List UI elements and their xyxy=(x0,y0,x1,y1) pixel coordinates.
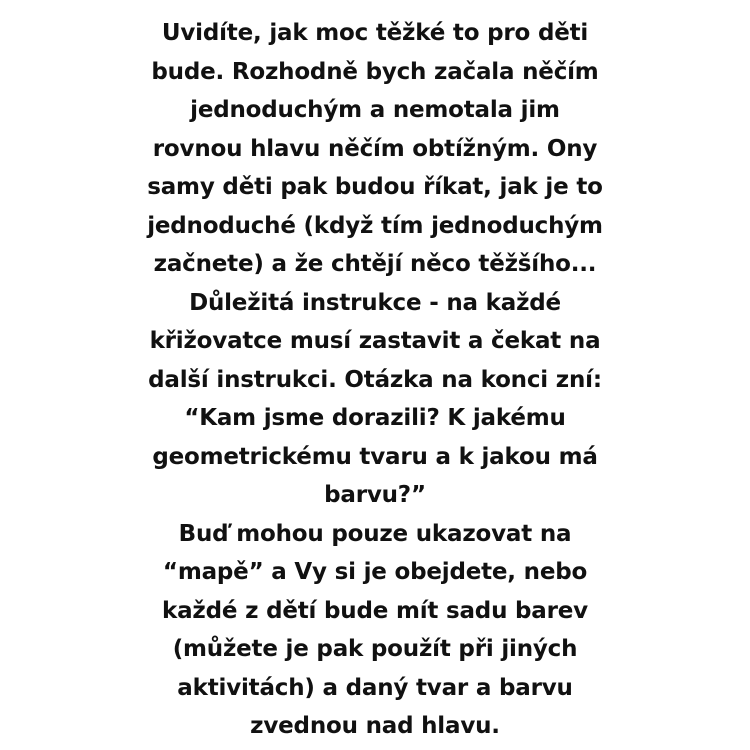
text-line: začnete) a že chtějí něco těžšího... xyxy=(153,251,597,277)
text-line: křižovatce musí zastavit a čekat na xyxy=(149,328,601,354)
text-line: zvednou nad hlavu. xyxy=(250,713,500,739)
text-line: Důležitá instrukce - na každé xyxy=(189,289,561,316)
text-line: další instrukci. Otázka na konci zní: xyxy=(148,366,602,393)
text-line: “mapě” a Vy si je obejdete, nebo xyxy=(162,559,588,585)
text-line: každé z dětí bude mít sadu barev xyxy=(162,597,588,624)
text-line: rovnou hlavu něčím obtížným. Ony xyxy=(152,135,598,162)
text-line: barvu?” xyxy=(324,482,426,508)
text-line: geometrickému tvaru a k jakou má xyxy=(152,443,598,470)
text-line: bude. Rozhodně bych začala něčím xyxy=(151,58,599,85)
text-line: jednoduchým a nemotala jim xyxy=(190,97,560,123)
text-line: aktivitách) a daný tvar a barvu xyxy=(177,674,573,701)
text-line: Uvidíte, jak moc těžké to pro děti xyxy=(161,20,589,46)
text-line: (můžete je pak použít při jiných xyxy=(172,636,578,662)
text-line: Buď mohou pouze ukazovat na xyxy=(178,520,572,547)
instruction-text-block xyxy=(0,14,750,746)
text-line: “Kam jsme dorazili? K jakému xyxy=(184,405,566,431)
text-line: samy děti pak budou říkat, jak je to xyxy=(147,174,603,200)
text-line: jednoduché (když tím jednoduchým xyxy=(147,212,603,239)
